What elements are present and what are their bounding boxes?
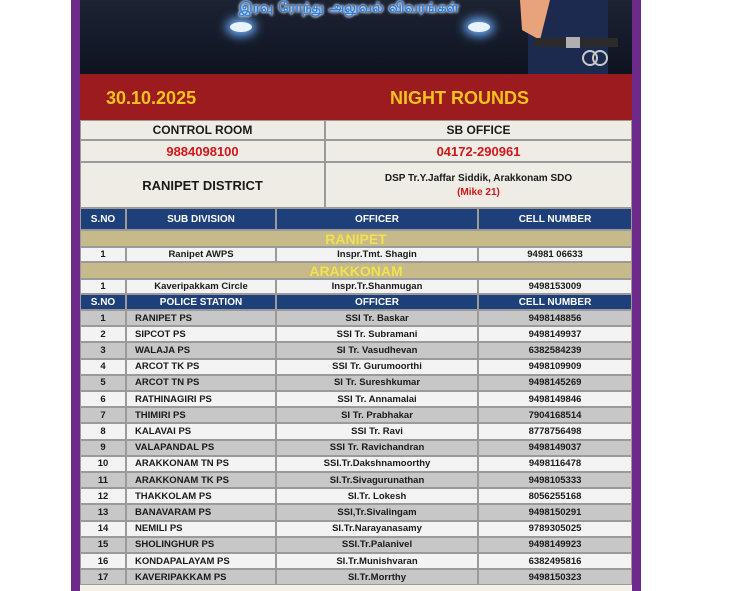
row-cell-number: 9498109909: [478, 359, 632, 375]
report-title: NIGHT ROUNDS: [390, 88, 529, 108]
row-officer: SSI.Tr.Palanivel: [276, 537, 478, 553]
row-sno: 2: [80, 326, 126, 342]
row-officer: SSI.Tr.Dakshnamoorthy: [276, 456, 478, 472]
header-sno: S.NO: [80, 294, 126, 310]
row-officer: SSI,Tr.Sivalingam: [276, 504, 478, 520]
row-sno: 8: [80, 423, 126, 439]
header-officer: OFFICER: [276, 208, 478, 230]
row-officer: SSI Tr. Ravichandran: [276, 440, 478, 456]
poster-content: [80, 0, 632, 591]
headlight-left: [230, 22, 252, 32]
row-sno: 4: [80, 359, 126, 375]
row-officer: SI Tr. Sureshkumar: [276, 375, 478, 391]
dsp-block: [325, 162, 632, 208]
row-police-station: ARCOT TN PS: [126, 375, 276, 391]
row-cell-number: 9498150291: [478, 504, 632, 520]
row-cell-number: 8056255168: [478, 488, 632, 504]
row-police-station: KONDAPALAYAM PS: [126, 553, 276, 569]
date-bar: [80, 74, 632, 120]
row-officer: SSI Tr. Subramani: [276, 326, 478, 342]
row-cell-number: 9498149037: [478, 440, 632, 456]
row-sno: 3: [80, 342, 126, 358]
row-officer: SI Tr. Vasudhevan: [276, 342, 478, 358]
poster-frame: [71, 0, 641, 591]
row-cell-number: 94981 06633: [478, 247, 632, 262]
row-subdivision: Kaveripakkam Circle: [126, 279, 276, 294]
row-sno: 10: [80, 456, 126, 472]
row-police-station: ARCOT TK PS: [126, 359, 276, 375]
row-sno: 12: [80, 488, 126, 504]
section-title: RANIPET: [80, 230, 632, 247]
dsp-call-sign: (Mike 21): [457, 186, 500, 198]
row-officer: SI.Tr.Munishvaran: [276, 553, 478, 569]
row-officer: SI Tr. Prabhakar: [276, 407, 478, 423]
row-sno: 13: [80, 504, 126, 520]
row-cell-number: 6382495816: [478, 553, 632, 569]
row-officer: SI.Tr.Morrthy: [276, 569, 478, 585]
row-police-station: SHOLINGHUR PS: [126, 537, 276, 553]
row-sno: 5: [80, 375, 126, 391]
row-officer: SI.Tr.Sivagurunathan: [276, 472, 478, 488]
row-cell-number: 8778756498: [478, 423, 632, 439]
section-title: ARAKKONAM: [80, 262, 632, 279]
row-sno: 9: [80, 440, 126, 456]
row-cell-number: 7904168514: [478, 407, 632, 423]
header-officer: OFFICER: [276, 294, 478, 310]
header-sno: S.NO: [80, 208, 126, 230]
row-sno: 1: [80, 279, 126, 294]
row-sno: 15: [80, 537, 126, 553]
row-police-station: WALAJA PS: [126, 342, 276, 358]
row-police-station: KAVERIPAKKAM PS: [126, 569, 276, 585]
police-officer-illustration: [500, 0, 632, 74]
row-officer: SSI Tr. Baskar: [276, 310, 478, 326]
row-cell-number: 9498149923: [478, 537, 632, 553]
headlight-right: [468, 22, 490, 32]
dsp-name: DSP Tr.Y.Jaffar Siddik, Arakkonam SDO: [384, 172, 573, 184]
control-room-label: CONTROL ROOM: [80, 120, 325, 140]
row-officer: Inspr.Tr.Shanmugan: [276, 279, 478, 294]
banner-title: இரவு ரோந்து அலுவல் விவரங்கள்: [239, 0, 459, 16]
sb-office-label: SB OFFICE: [325, 120, 632, 140]
row-police-station: SIPCOT PS: [126, 326, 276, 342]
row-officer: SSI Tr. Gurumoorthi: [276, 359, 478, 375]
row-officer: SI.Tr. Lokesh: [276, 488, 478, 504]
row-police-station: THIMIRI PS: [126, 407, 276, 423]
header-unit: SUB DIVISION: [126, 208, 276, 230]
control-room-number: 9884098100: [80, 140, 325, 162]
row-cell-number: 6382584239: [478, 342, 632, 358]
row-cell-number: 9498149846: [478, 391, 632, 407]
row-officer: Inspr.Tmt. Shagin: [276, 247, 478, 262]
row-sno: 1: [80, 310, 126, 326]
row-cell-number: 9498148856: [478, 310, 632, 326]
row-cell-number: 9498145269: [478, 375, 632, 391]
row-police-station: ARAKKONAM TK PS: [126, 472, 276, 488]
row-sno: 17: [80, 569, 126, 585]
row-officer: SI.Tr.Narayanasamy: [276, 521, 478, 537]
sb-office-number: 04172-290961: [325, 140, 632, 162]
row-cell-number: 9498105333: [478, 472, 632, 488]
row-sno: 11: [80, 472, 126, 488]
row-police-station: ARAKKONAM TN PS: [126, 456, 276, 472]
header-cell-number: CELL NUMBER: [478, 208, 632, 230]
row-police-station: RANIPET PS: [126, 310, 276, 326]
row-subdivision: Ranipet AWPS: [126, 247, 276, 262]
row-sno: 1: [80, 247, 126, 262]
row-cell-number: 9498153009: [478, 279, 632, 294]
row-police-station: KALAVAI PS: [126, 423, 276, 439]
row-cell-number: 9789305025: [478, 521, 632, 537]
row-cell-number: 9498150323: [478, 569, 632, 585]
banner: [80, 0, 632, 74]
row-police-station: VALAPANDAL PS: [126, 440, 276, 456]
report-date: 30.10.2025: [106, 88, 197, 108]
row-cell-number: 9498116478: [478, 456, 632, 472]
row-police-station: BANAVARAM PS: [126, 504, 276, 520]
row-police-station: NEMILI PS: [126, 521, 276, 537]
row-sno: 14: [80, 521, 126, 537]
header-unit: POLICE STATION: [126, 294, 276, 310]
row-officer: SSI Tr. Ravi: [276, 423, 478, 439]
header-cell-number: CELL NUMBER: [478, 294, 632, 310]
row-cell-number: 9498149937: [478, 326, 632, 342]
row-sno: 16: [80, 553, 126, 569]
row-sno: 6: [80, 391, 126, 407]
district-name: RANIPET DISTRICT: [80, 162, 325, 208]
row-officer: SSI Tr. Annamalai: [276, 391, 478, 407]
row-police-station: THAKKOLAM PS: [126, 488, 276, 504]
row-sno: 7: [80, 407, 126, 423]
row-police-station: RATHINAGIRI PS: [126, 391, 276, 407]
